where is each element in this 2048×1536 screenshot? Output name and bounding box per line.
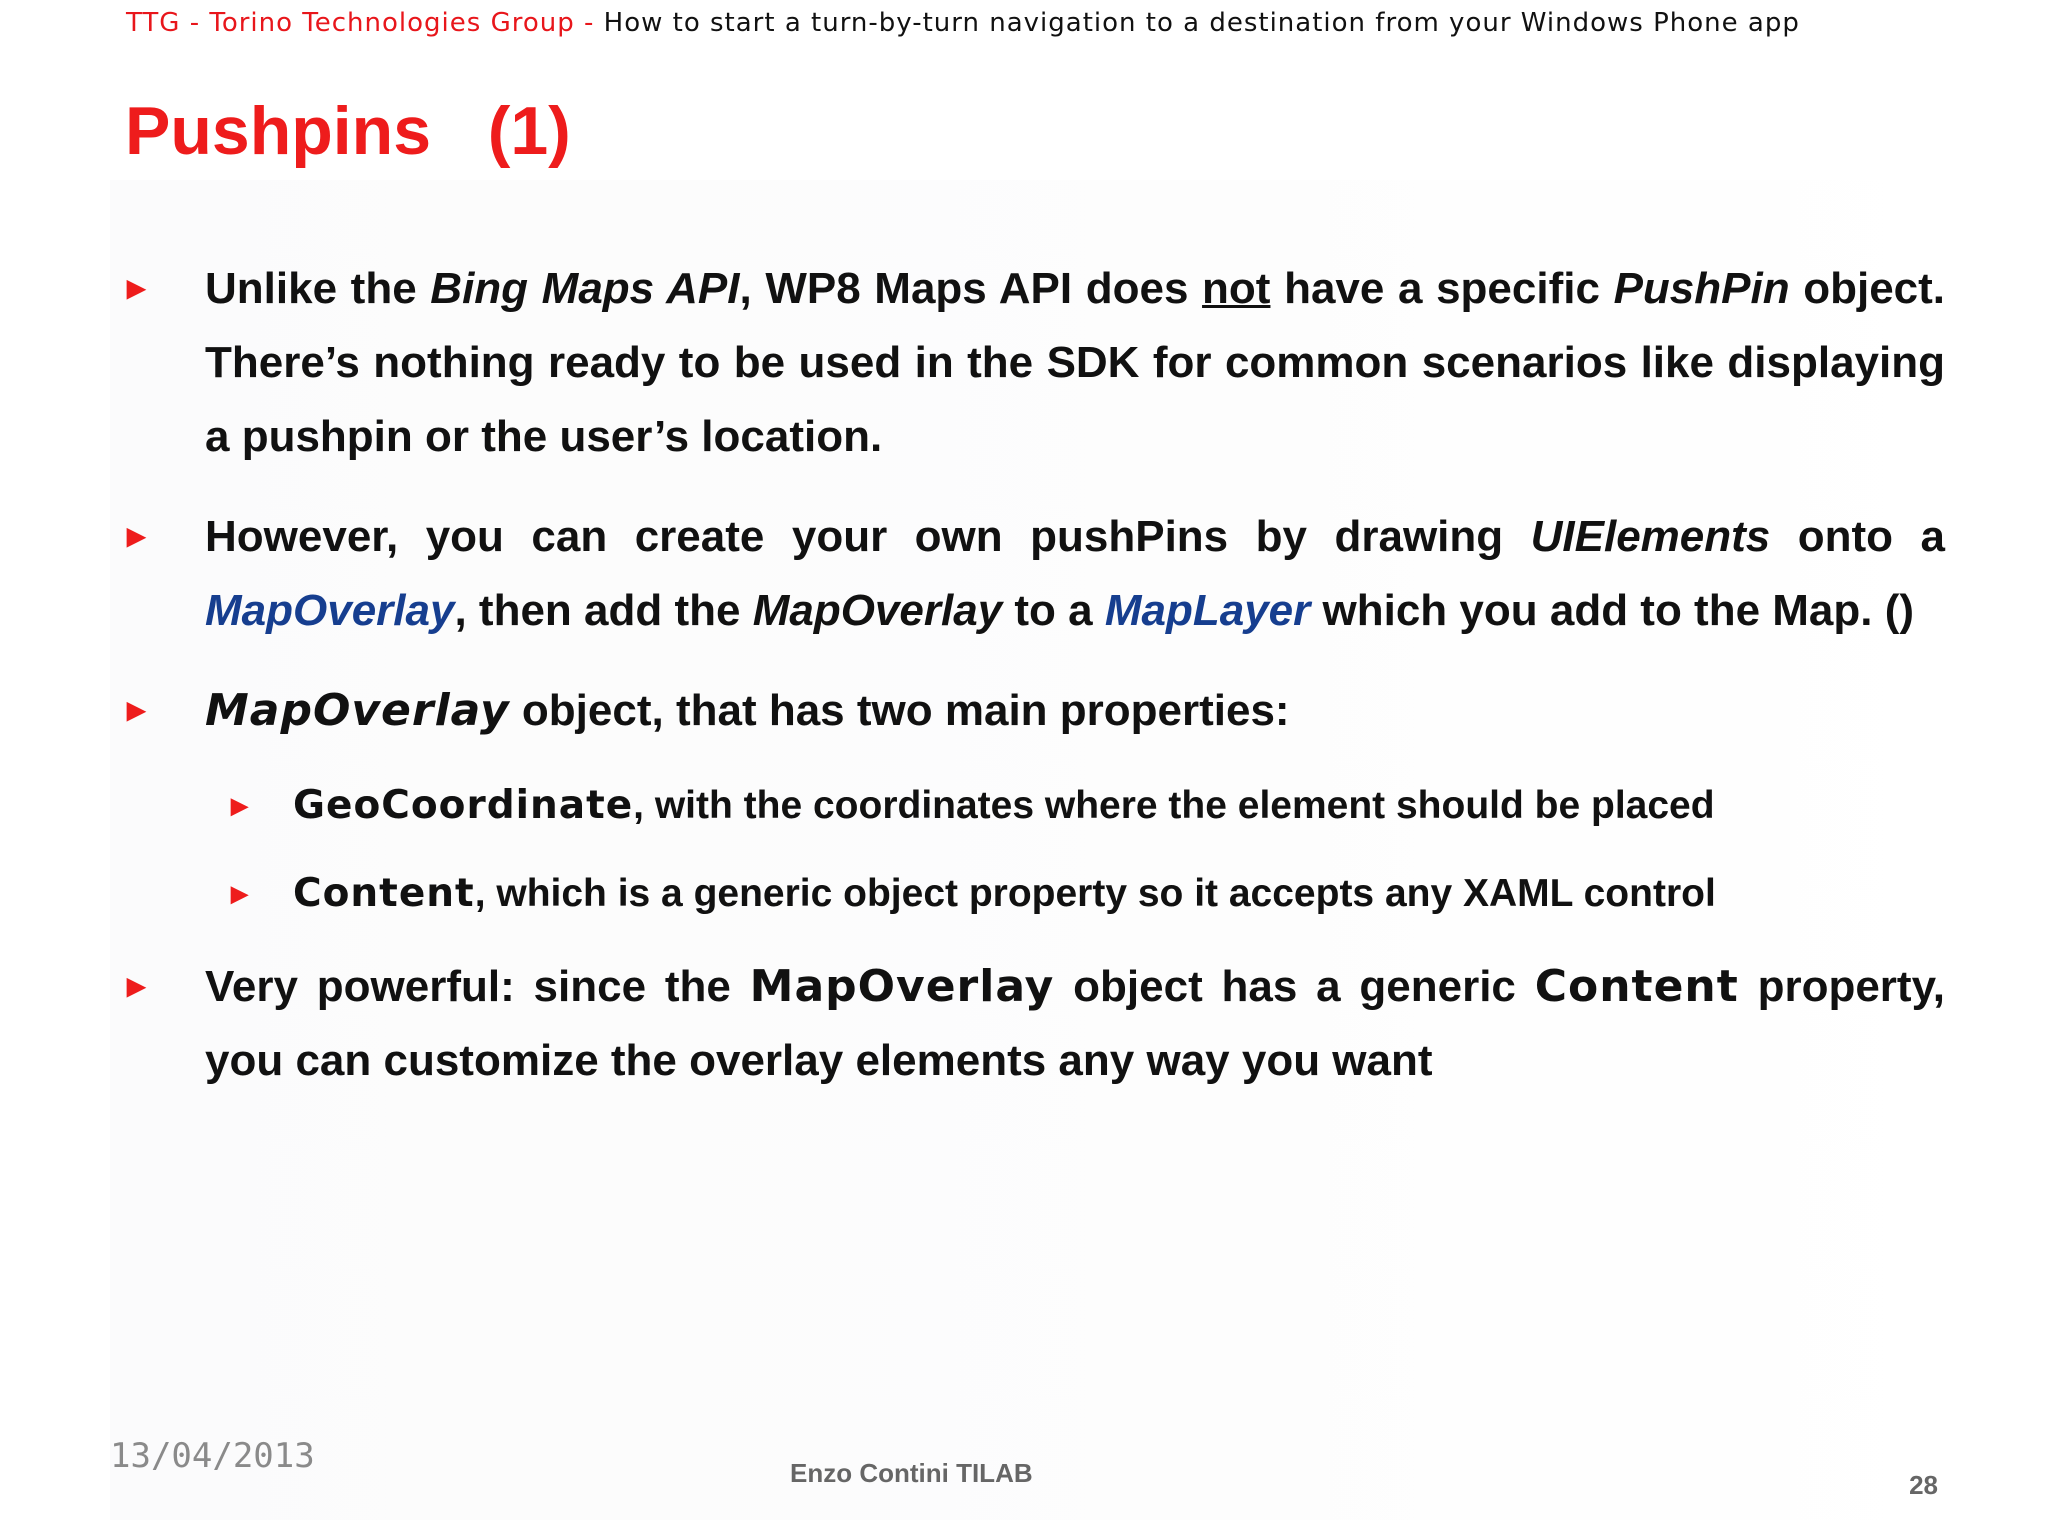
footer-date: 13/04/2013 [110, 1436, 315, 1476]
bullet-arrow-icon: ▶ [127, 523, 146, 550]
text-run: object has a generic [1054, 962, 1535, 1011]
slide-title: Pushpins (1) [125, 93, 571, 169]
bullet-item [125, 950, 1945, 1098]
text-run: object, that has two main properties: [509, 686, 1290, 735]
text-run: , WP8 Maps API does [739, 264, 1203, 313]
sub-bullet-item [125, 774, 1945, 838]
text-run: which you add to the Map. () [1310, 586, 1915, 635]
text-run-italic: Bing Maps API [430, 264, 740, 313]
text-run-underlined: not [1202, 264, 1271, 313]
text-run: Very powerful: since the [205, 962, 750, 1011]
bullet-item [125, 674, 1945, 748]
footer-author: Enzo Contini TILAB [790, 1458, 1033, 1488]
bullet-arrow-icon: ▶ [127, 697, 146, 724]
text-run-blue: MapOverlay [205, 586, 455, 635]
text-run-italic: UIElements [1530, 512, 1771, 561]
text-run: property, you can customize the overlay elements any way you want [205, 962, 1946, 1085]
text-run: , which is a generic object property so it accepts any XAML control [474, 872, 1716, 915]
text-run-code: MapOverlay [205, 685, 510, 736]
slide-content [125, 252, 1945, 1124]
text-run-blue: MapLayer [1104, 586, 1311, 635]
text-run: However, you can create your own pushPins by drawing [205, 512, 1531, 561]
bullet-arrow-icon: ▶ [127, 275, 146, 302]
text-run-italic: MapOverlay [752, 586, 1003, 635]
text-run: , then add the [454, 586, 753, 635]
text-run-code: MapOverlay [749, 961, 1055, 1012]
text-run: to a [1002, 586, 1105, 635]
bullet-item [125, 500, 1945, 648]
bullet-arrow-icon: ▶ [231, 793, 248, 818]
text-run: Unlike the [205, 264, 431, 313]
text-run-italic: PushPin [1613, 264, 1790, 313]
text-run: object. There’s nothing ready to be used in the SDK for common scenarios like displaying a pushpin or the user’s location. [205, 264, 1946, 461]
header-organization: TTG - Torino Technologies Group - [126, 8, 604, 38]
text-run-code: Content [293, 871, 475, 916]
text-run: have a specific [1270, 264, 1614, 313]
text-run-code: Content [1534, 961, 1739, 1012]
bullet-arrow-icon: ▶ [127, 973, 146, 1000]
text-run: , with the coordinates where the element should be placed [633, 784, 1715, 827]
bullet-arrow-icon: ▶ [231, 881, 248, 906]
page-number: 28 [1909, 1470, 1938, 1500]
slide-header [126, 8, 1800, 38]
text-run-code: GeoCoordinate [293, 783, 634, 828]
header-topic: How to start a turn-by-turn navigation to a destination from your Windows Phone app [603, 8, 1800, 38]
text-run: onto a [1770, 512, 1946, 561]
bullet-item [125, 252, 1945, 474]
sub-bullet-item [125, 862, 1945, 926]
